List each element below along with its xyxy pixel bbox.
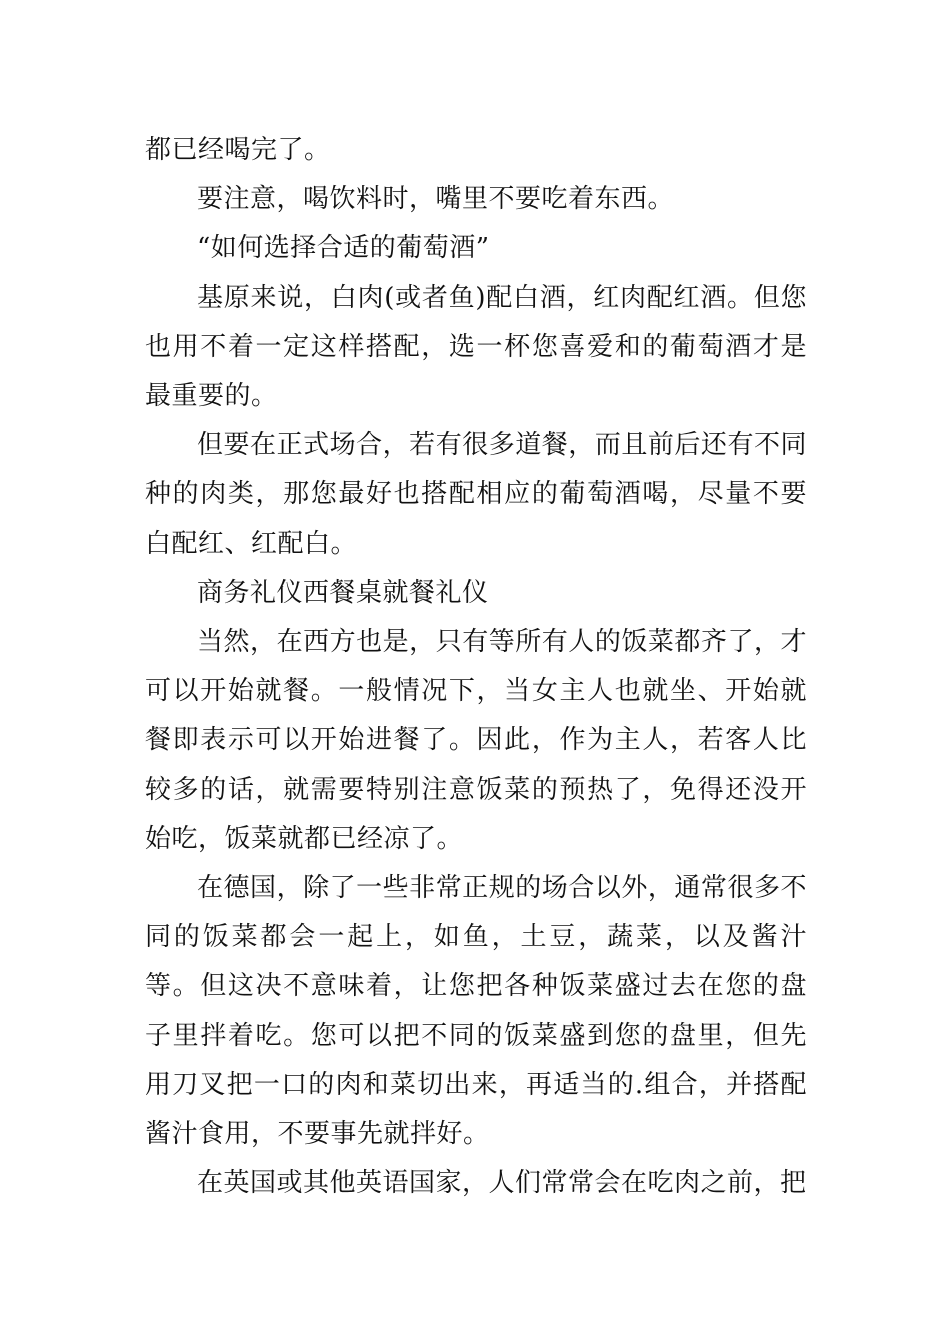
paragraph-wine-pairing: 基原来说，白肉(或者鱼)配白酒，红肉配红酒。但您也用不着一定这样搭配，选一杯您喜爱和的葡萄酒才是最重要的。 [145, 282, 807, 412]
document-body [145, 126, 807, 1208]
section-heading-dining: 商务礼仪西餐桌就餐礼仪 [197, 577, 489, 608]
paragraph-formal-occasion: 但要在正式场合，若有很多道餐，而且前后还有不同种的肉类，那您最好也搭配相应的葡萄酒喝，尽量不要白配红、红配白。 [145, 430, 807, 559]
paragraph-continuation: 都已经喝完了。 [145, 135, 331, 165]
paragraph-england: 在英国或其他英语国家，人们常常会在吃肉之前，把 [197, 1168, 807, 1199]
paragraph-start-meal: 当然，在西方也是，只有等所有人的饭菜都齐了，才可以开始就餐。一般情况下，当女主人也就坐、开始就餐即表示可以开始进餐了。因此，作为主人，若客人比较多的话，就需要特别注意饭菜的预热了，免得还没开始吃，饭菜就都已经凉了。 [145, 627, 807, 854]
paragraph-germany: 在德国，除了一些非常正规的场合以外，通常很多不同的饭菜都会一起上，如鱼，土豆，蔬菜，以及酱汁等。但这决不意味着，让您把各种饭菜盛过去在您的盘子里拌着吃。您可以把不同的饭菜盛到您的盘里，但先用刀叉把一口的肉和菜切出来，再适当的.组合，并搭配酱汁食用，不要事先就拌好。 [145, 873, 807, 1150]
section-heading-wine: “如何选择合适的葡萄酒” [197, 233, 490, 264]
paragraph-drink-etiquette: 要注意，喝饮料时，嘴里不要吃着东西。 [197, 184, 675, 215]
